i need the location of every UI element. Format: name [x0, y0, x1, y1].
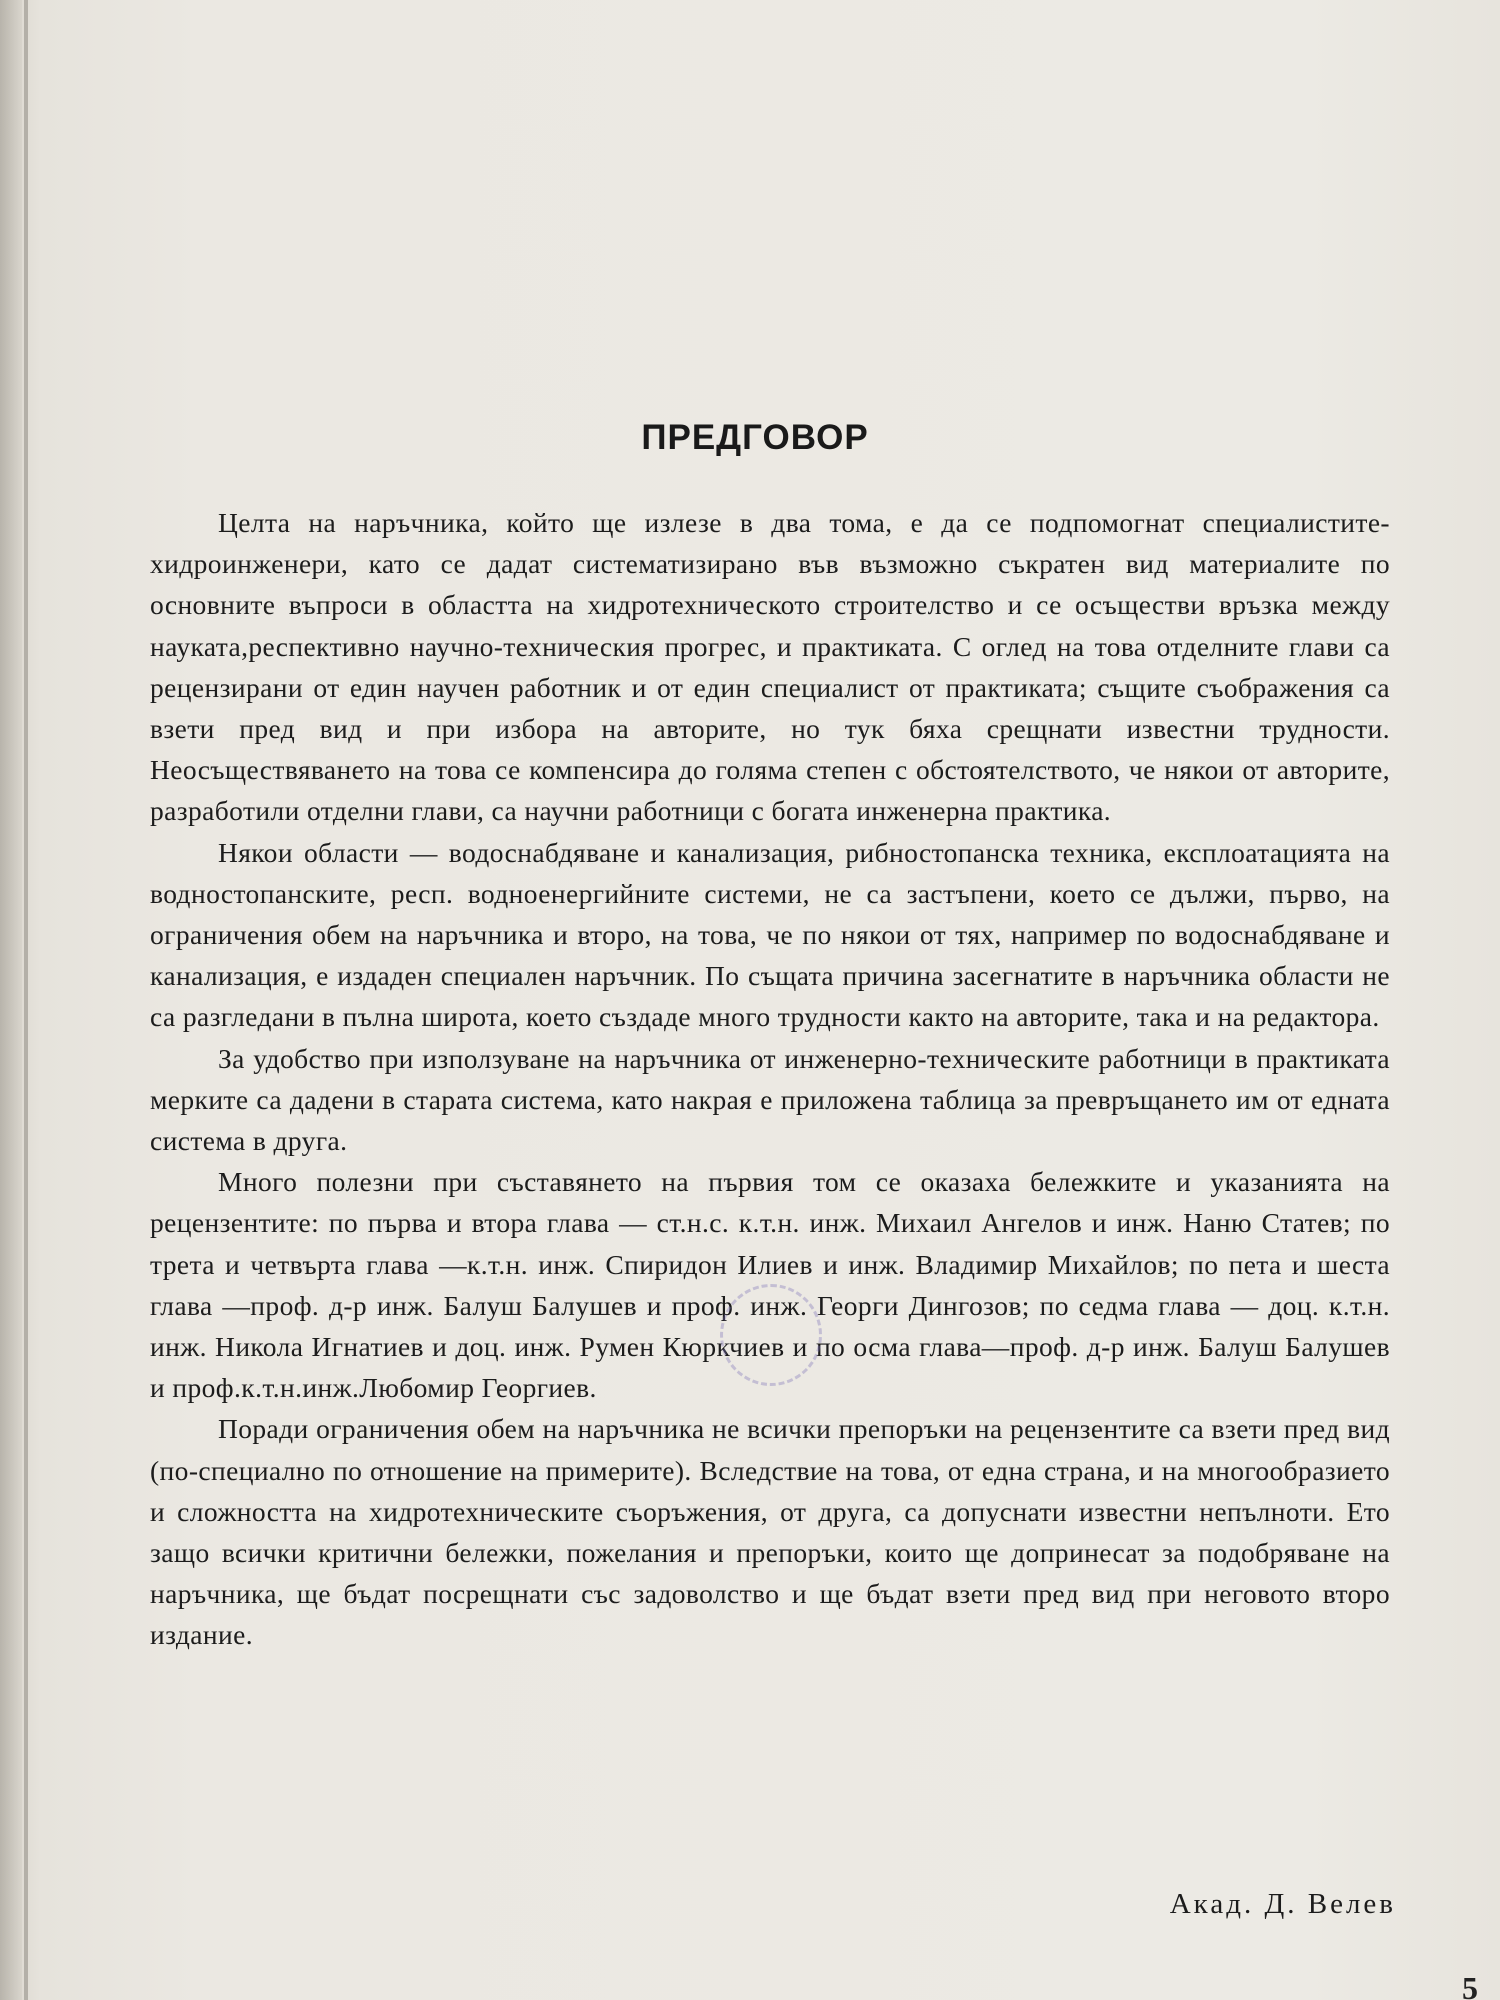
binding-line — [24, 0, 28, 2000]
paragraph-1: Целта на наръчника, който ще излезе в два тома, е да се подпомогнат специалистите-хидроинженери, като се дадат систематизирано във възможно съкратен вид материалите по основните въпроси в областта на хидротехническото строителство и се осъществи връзка между науката,респективно научно-техническия прогрес, и практиката. С оглед на това отделните глави са рецензирани от един научен работник и от един специалист от практиката; същите съображения са взети пред вид и при избора на авторите, но тук бяха срещнати известни трудности. Неосъществяването на това се компенсира до голяма степен с обстоятелството, че някои от авторите, разработили отделни глави, са научни работници с богата инженерна практика. — [150, 507, 1390, 827]
page-number: 5 — [1462, 1970, 1478, 2000]
binding-shadow — [0, 0, 22, 2000]
paragraph-4: Много полезни при съставянето на първия том се оказаха бележките и указанията на рецензентите: по първа и втора глава — ст.н.с. к.т.н. инж. Михаил Ангелов и инж. Наню Статев; по трета и четвърта глава —к.т.н. инж. Спиридон Илиев и инж. Владимир Михайлов; по пета и шеста глава —проф. д-р инж. Балуш Балушев и проф. инж. Георги Дингозов; по седма глава — доц. к.т.н. инж. Никола Игнатиев и доц. инж. Румен Кюркчиев и по осма глава—проф. д-р инж. Балуш Балушев и проф.к.т.н.инж.Любомир Георгиев. — [150, 1166, 1390, 1404]
page-title: ПРЕДГОВОР — [641, 418, 869, 457]
paragraph-3: За удобство при използуване на наръчника от инженерно-техническите работници в практиката мерките са дадени в старата система, като накрая е приложена таблица за превръщането им от едната система в друга. — [150, 1042, 1390, 1157]
paragraph-2: Някои области — водоснабдяване и канализация, рибностопанска техника, експлоатацията на водностопанските, респ. водноенергийните системи, не са застъпени, което се дължи, първо, на ограничения обем на наръчника и второ, на това, че по някои от тях, например по водоснабдяване и канализация, е издаден специален наръчник. По същата причина засегнатите в наръчника области не са разгледани в пълна широта, което създаде много трудности както на авторите, така и на редактора. — [150, 836, 1390, 1033]
author-signature: Акад. Д. Велев — [1169, 1888, 1396, 1920]
library-stamp-mark — [720, 1284, 822, 1386]
paragraph-5: Поради ограничения обем на наръчника не всички препоръки на рецензентите са взети пред вид (по-специално по отношение на примерите). Вследствие на това, от една страна, и на многообразието и сложността на хидротехническите съоръжения, от друга, са допуснати известни непълноти. Ето защо всички критични бележки, пожелания и препоръки, които ще допринесат за подобряване на наръчника, ще бъдат посрещнати със задоволство и ще бъдат взети пред вид при неговото второ издание. — [150, 1413, 1390, 1651]
preface-body — [150, 502, 1390, 1656]
